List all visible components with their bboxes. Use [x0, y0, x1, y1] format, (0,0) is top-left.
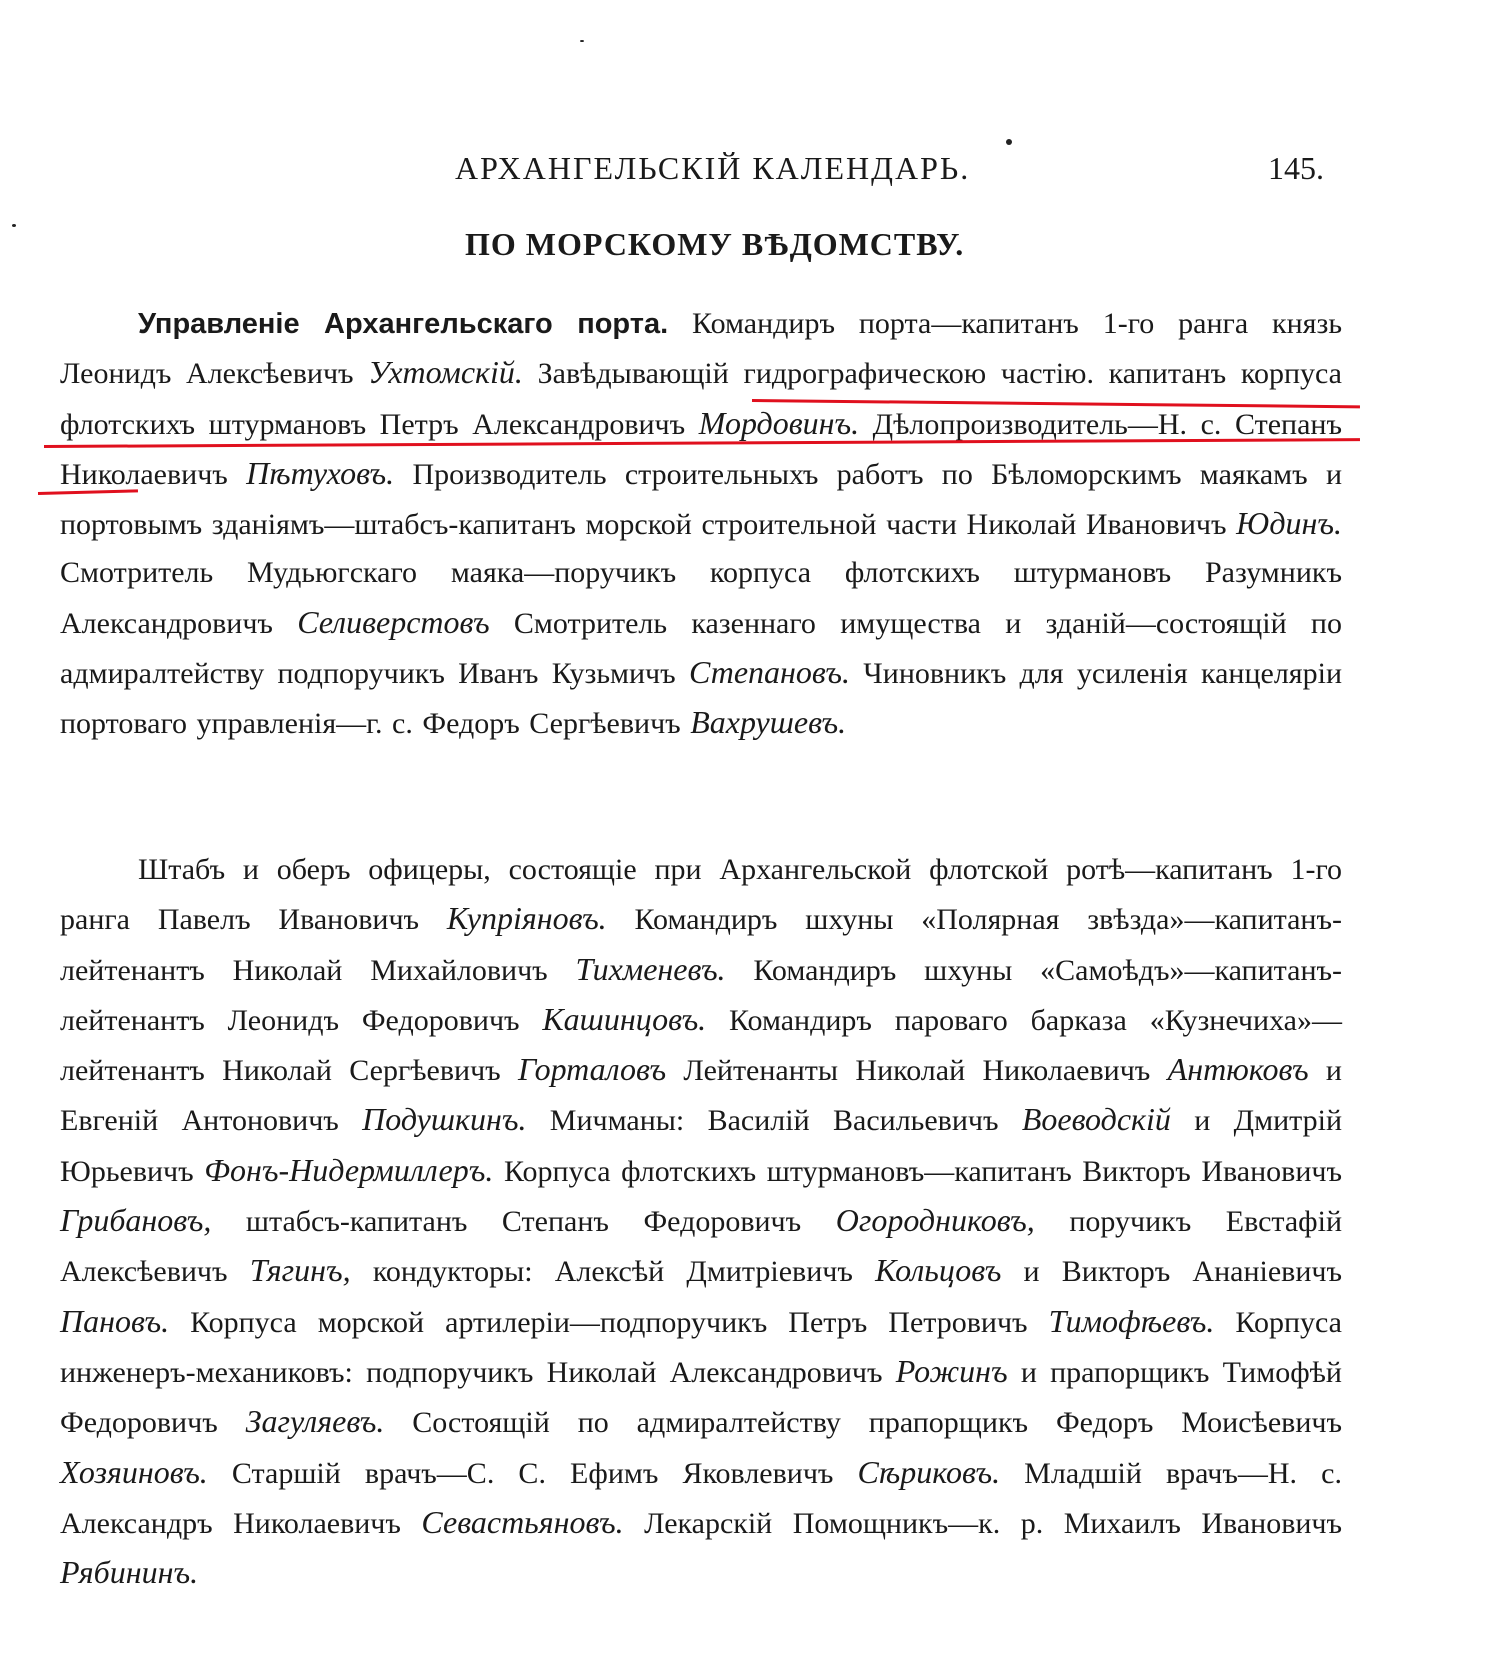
- body-text: Смотритель казеннаго имущества и зданій—состоящій по адмиралтейству подпоручикъ Иванъ Кузьмичъ: [60, 606, 1342, 691]
- body-text: Лейтенанты Николай Николаевичъ: [666, 1054, 1168, 1088]
- page-number: 145.: [1268, 150, 1324, 186]
- person-surname: Тягинъ,: [249, 1252, 351, 1289]
- person-surname: Кольцовъ: [875, 1252, 1002, 1289]
- person-surname: Рябининъ.: [60, 1554, 199, 1591]
- person-surname: Рожинъ: [895, 1352, 1008, 1389]
- person-surname: Сѣриковъ.: [857, 1453, 1001, 1490]
- body-text: Производитель строительныхъ работъ по Бѣломорскимъ маякамъ и портовымъ зданіямъ—штабсъ-капитанъ морской строительной части Николай Ивановичъ: [60, 457, 1342, 542]
- print-speck: [580, 40, 584, 42]
- person-surname: Пановъ.: [60, 1302, 170, 1339]
- body-text: Смотритель Мудьюгскаго маяка—поручикъ корпуса флотскихъ штурмановъ Разумникъ Александровичъ: [60, 556, 1342, 640]
- person-surname: Грибановъ,: [60, 1202, 212, 1239]
- body-text: Дѣлопроизводитель—Н. с. Степанъ Николаевичъ: [60, 407, 1342, 491]
- paragraph-flotilla-officers: [60, 846, 1342, 1598]
- print-speck: [12, 224, 16, 227]
- person-surname: Селиверстовъ: [297, 603, 490, 640]
- person-surname: Хозяиновъ.: [60, 1453, 208, 1490]
- person-surname: Ухтомскій.: [368, 354, 523, 391]
- person-surname: Антюковъ: [1167, 1051, 1309, 1088]
- paragraph-lead: Управленіе Архангельскаго порта.: [138, 308, 669, 340]
- body-text: Лекарскій Помощникъ—к. р. Михаилъ Ивановичъ: [623, 1506, 1343, 1540]
- person-surname: Горталовъ: [518, 1051, 667, 1088]
- body-text: Корпуса флотскихъ штурмановъ—капитанъ Викторъ Ивановичъ: [493, 1154, 1342, 1188]
- running-title: АРХАНГЕЛЬСКІЙ КАЛЕНДАРЬ.: [455, 150, 971, 186]
- person-surname: Тихменевъ.: [575, 950, 726, 987]
- person-surname: Огородниковъ,: [835, 1202, 1035, 1239]
- body-text: Командиръ пароваго барказа «Кузнечиха»—лейтенантъ Николай Сергѣевичъ: [60, 1003, 1342, 1088]
- body-text: и Евгеній Антоновичъ: [60, 1054, 1342, 1138]
- section-heading: ПО МОРСКОМУ ВѢДОМСТВУ.: [465, 226, 965, 262]
- person-surname: Тимофѣевъ.: [1048, 1302, 1215, 1339]
- person-surname: Кашинцовъ.: [542, 1000, 707, 1037]
- person-surname: Загуляевъ.: [245, 1403, 385, 1440]
- body-text: кондукторы: Алексѣй Дмитріевичъ: [350, 1255, 876, 1289]
- body-text: поручикъ Евстафій Алексѣевичъ: [60, 1205, 1343, 1289]
- person-surname: Степановъ.: [688, 654, 850, 691]
- print-speck: [1006, 139, 1012, 145]
- body-text: Чиновникъ для усиленія канцеляріи портоваго управленія—г. с. Федоръ Сергѣевичъ: [60, 657, 1342, 741]
- body-text: Состоящій по адмиралтейству прапорщикъ Федоръ Моисѣевичъ: [384, 1406, 1342, 1440]
- body-text: Мичманы: Василій Васильевичъ: [526, 1104, 1022, 1138]
- body-text: Корпуса инженеръ-механиковъ: подпоручикъ Николай Александровичъ: [60, 1305, 1342, 1389]
- body-text: и Викторъ Ананіевичъ: [1001, 1255, 1342, 1289]
- body-text: и прапорщикъ Тимофѣй Федоровичъ: [60, 1355, 1342, 1440]
- person-surname: Купріяновъ.: [446, 900, 607, 937]
- body-text: штабсъ-капитанъ Степанъ Федоровичъ: [211, 1205, 836, 1239]
- person-surname: Фонъ-Нидермиллеръ.: [204, 1151, 494, 1188]
- person-surname: Юдинъ.: [1236, 505, 1342, 542]
- body-text: Командиръ порта—капитанъ 1-го ранга князь Леонидъ Алексѣевичъ: [60, 307, 1342, 391]
- person-surname: Воеводскій: [1021, 1101, 1171, 1138]
- body-text: Завѣдывающій гидрографическою частію. капитанъ корпуса флотскихъ штурмановъ Петръ Александровичъ: [60, 357, 1342, 441]
- body-text: Командиръ шхуны «Самоѣдъ»—капитанъ-лейтенантъ Леонидъ Федоровичъ: [60, 953, 1343, 1037]
- paragraph-port-administration: [60, 300, 1342, 749]
- person-surname: Мордовинъ.: [698, 404, 860, 441]
- body-text: и Дмитрій Юрьевичъ: [60, 1104, 1342, 1188]
- person-surname: Севастьяновъ.: [421, 1503, 624, 1540]
- body-text: Корпуса морской артилеріи—подпоручикъ Петръ Петровичъ: [169, 1305, 1049, 1339]
- person-surname: Пѣтуховъ.: [246, 454, 395, 491]
- person-surname: Вахрушевъ.: [690, 704, 847, 741]
- body-text: Младшій врачъ—Н. с. Александръ Николаевичъ: [60, 1456, 1342, 1540]
- body-text: Командиръ шхуны «Полярная звѣзда»—капитанъ-лейтенантъ Николай Михайловичъ: [60, 903, 1342, 987]
- body-text: Штабъ и оберъ офицеры, состоящіе при Архангельской флотской ротѣ—капитанъ 1-го ранга Павелъ Ивановичъ: [60, 853, 1342, 937]
- body-text: Старшій врачъ—С. С. Ефимъ Яковлевичъ: [207, 1456, 858, 1490]
- person-surname: Подушкинъ.: [362, 1101, 527, 1138]
